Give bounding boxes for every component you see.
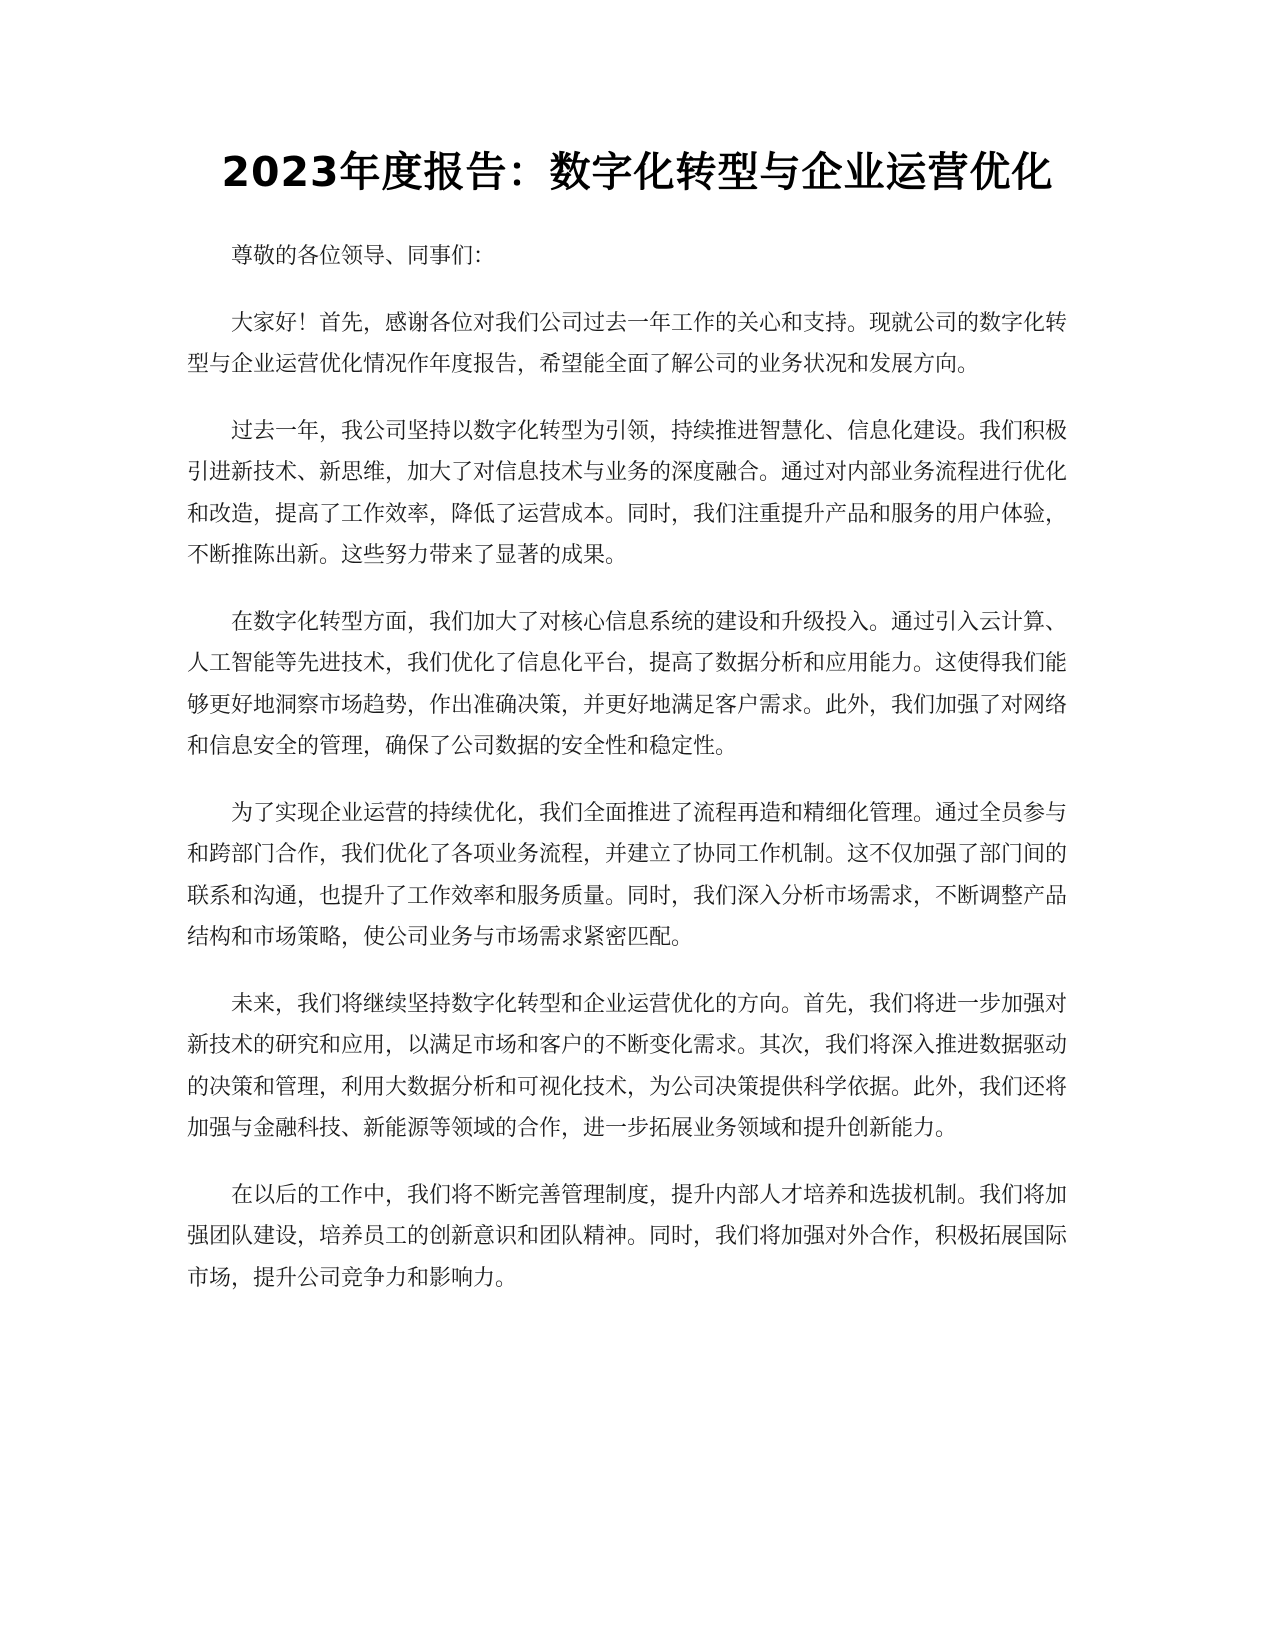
document-title: 2023年度报告：数字化转型与企业运营优化 <box>221 148 1054 196</box>
body-paragraph: 为了实现企业运营的持续优化，我们全面推进了流程再造和精细化管理。通过全员参与和跨部门合作，我们优化了各项业务流程，并建立了协同工作机制。这不仅加强了部门间的联系和沟通，也提升了工作效率和服务质量。同时，我们深入分析市场需求，不断调整产品结构和市场策略，使公司业务与市场需求紧密匹配。 <box>187 800 1068 950</box>
body-paragraph: 在以后的工作中，我们将不断完善管理制度，提升内部人才培养和选拔机制。我们将加强团队建设，培养员工的创新意识和团队精神。同时，我们将加强对外合作，积极拓展国际市场，提升公司竞争力和影响力。 <box>187 1182 1068 1291</box>
body-paragraph: 过去一年，我公司坚持以数字化转型为引领，持续推进智慧化、信息化建设。我们积极引进新技术、新思维，加大了对信息技术与业务的深度融合。通过对内部业务流程进行优化和改造，提高了工作效率，降低了运营成本。同时，我们注重提升产品和服务的用户体验，不断推陈出新。这些努力带来了显著的成果。 <box>187 418 1068 568</box>
document-body <box>187 236 1067 1324</box>
body-paragraph: 在数字化转型方面，我们加大了对核心信息系统的建设和升级投入。通过引入云计算、人工智能等先进技术，我们优化了信息化平台，提高了数据分析和应用能力。这使得我们能够更好地洞察市场趋势，作出准确决策，并更好地满足客户需求。此外，我们加强了对网络和信息安全的管理，确保了公司数据的安全性和稳定性。 <box>187 609 1068 759</box>
body-paragraph: 未来，我们将继续坚持数字化转型和企业运营优化的方向。首先，我们将进一步加强对新技术的研究和应用，以满足市场和客户的不断变化需求。其次，我们将深入推进数据驱动的决策和管理，利用大数据分析和可视化技术，为公司决策提供科学依据。此外，我们还将加强与金融科技、新能源等领域的合作，进一步拓展业务领域和提升创新能力。 <box>187 991 1068 1141</box>
body-paragraph: 大家好！首先，感谢各位对我们公司过去一年工作的关心和支持。现就公司的数字化转型与企业运营优化情况作年度报告，希望能全面了解公司的业务状况和发展方向。 <box>187 310 1068 377</box>
salutation-paragraph: 尊敬的各位领导、同事们： <box>231 244 496 269</box>
